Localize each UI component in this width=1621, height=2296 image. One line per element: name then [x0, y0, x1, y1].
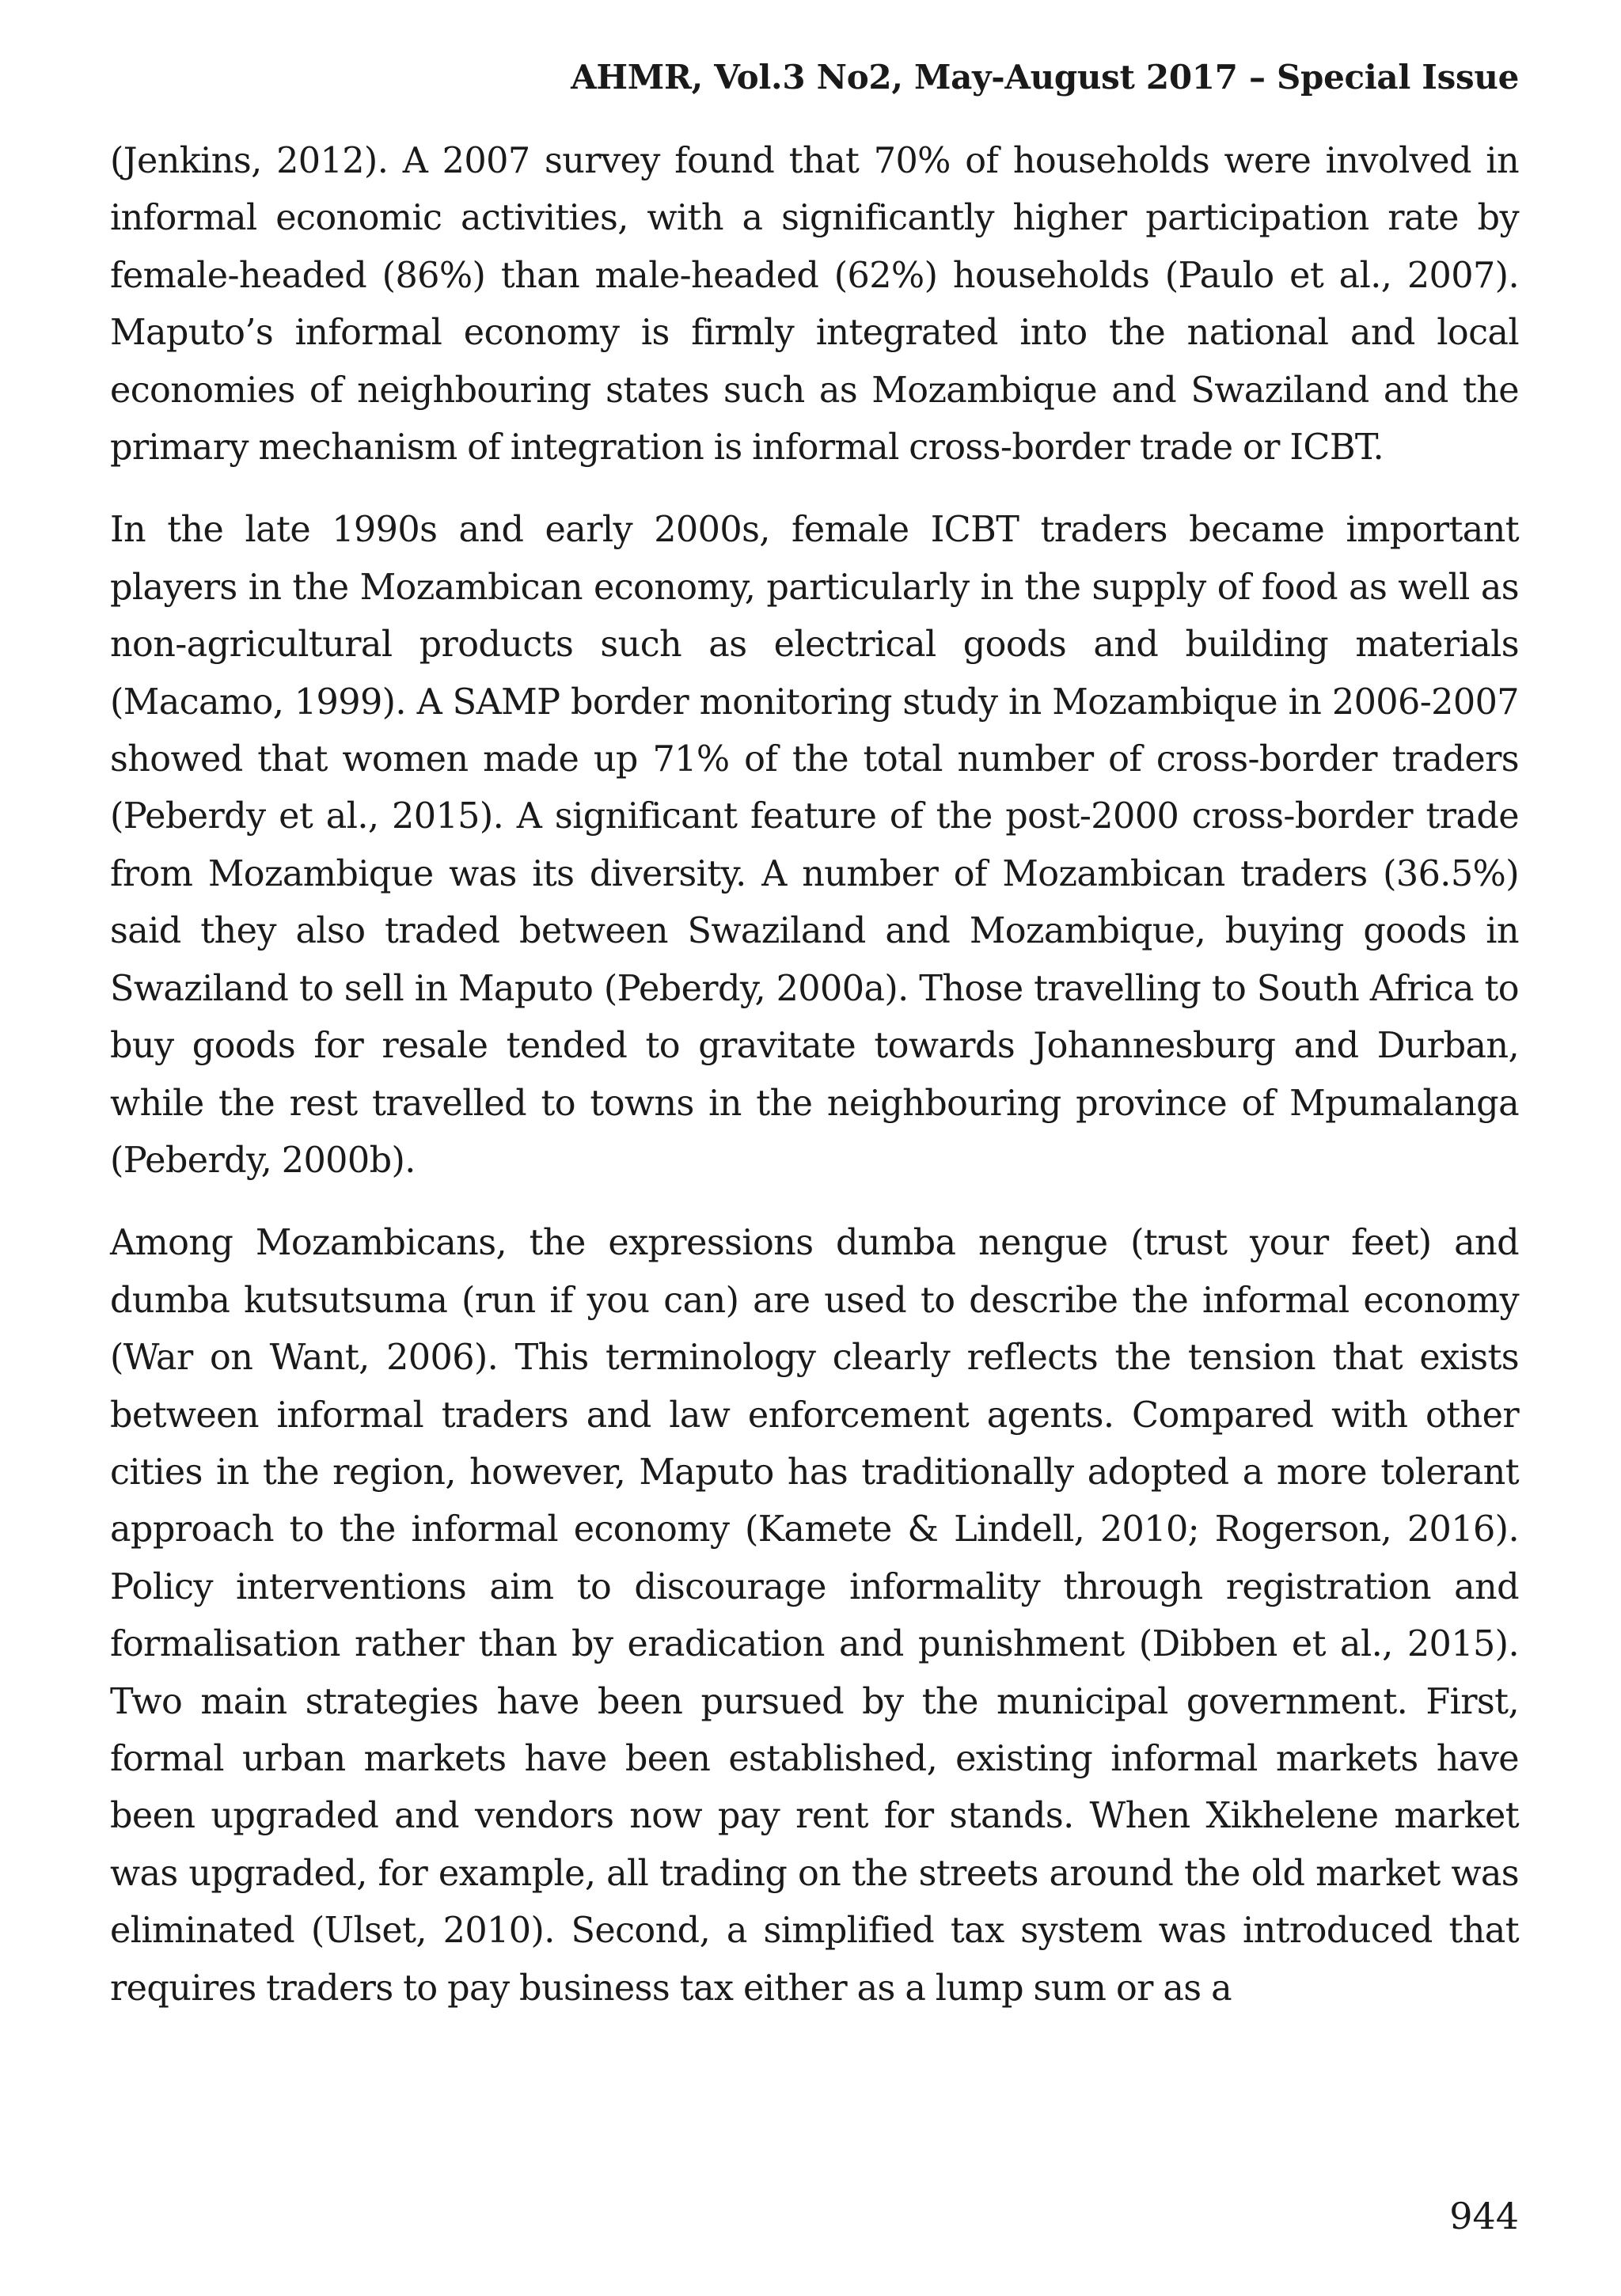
paragraph-2: In the late 1990s and early 2000s, female ICBT traders became important players in the Mozambican economy, particularly in the supply of food as well as non-agricultural products such as electrical goods and building materials (Macamo, 1999). A SAMP border monitoring study in Mozambique in 2006-2007 showed that women made up 71% of the total number of cross-border traders (Peberdy et al., 2015). A significant feature of the post-2000 cross-border trade from Mozambique was its diversity. A number of Mozambican traders (36.5%) said they also traded between Swaziland and Mozambique, buying goods in Swaziland to sell in Maputo (Peberdy, 2000a). Those travelling to South Africa to buy goods for resale tended to gravitate towards Johannesburg and Durban, while the rest travelled to towns in the neighbouring province of Mpumalanga (Peberdy, 2000b). [110, 510, 1519, 1181]
running-header: AHMR, Vol.3 No2, May-August 2017 – Special Issue [571, 58, 1519, 97]
paragraph-1: (Jenkins, 2012). A 2007 survey found that 70% of households were involved in informal economic activities, with a significantly higher participation rate by female-headed (86%) than male-headed (62%) households (Paulo et al., 2007). Maputo’s informal economy is firmly integrated into the national and local economies of neighbouring states such as Mozambique and Swaziland and the primary mechanism of integration is informal cross-border trade or ICBT. [110, 141, 1519, 469]
page-number: 944 [1449, 2195, 1519, 2237]
paragraph-3: Among Mozambicans, the expressions dumba nengue (trust your feet) and dumba kutsutsuma (run if you can) are used to describe the informal economy (War on Want, 2006). This terminology clearly reflects the tension that exists between informal traders and law enforcement agents. Compared with other cities in the region, however, Maputo has traditionally adopted a more tolerant approach to the informal economy (Kamete & Lindell, 2010; Rogerson, 2016). Policy interventions aim to discourage informality through registration and formalisation rather than by eradication and punishment (Dibben et al., 2015). Two main strategies have been pursued by the municipal government. First, formal urban markets have been established, existing informal markets have been upgraded and vendors now pay rent for stands. When Xikhelene market was upgraded, for example, all trading on the streets around the old market was eliminated (Ulset, 2010). Second, a simplified tax system was introduced that requires traders to pay business tax either as a lump sum or as a [110, 1223, 1519, 2009]
article-body [110, 133, 1519, 2043]
